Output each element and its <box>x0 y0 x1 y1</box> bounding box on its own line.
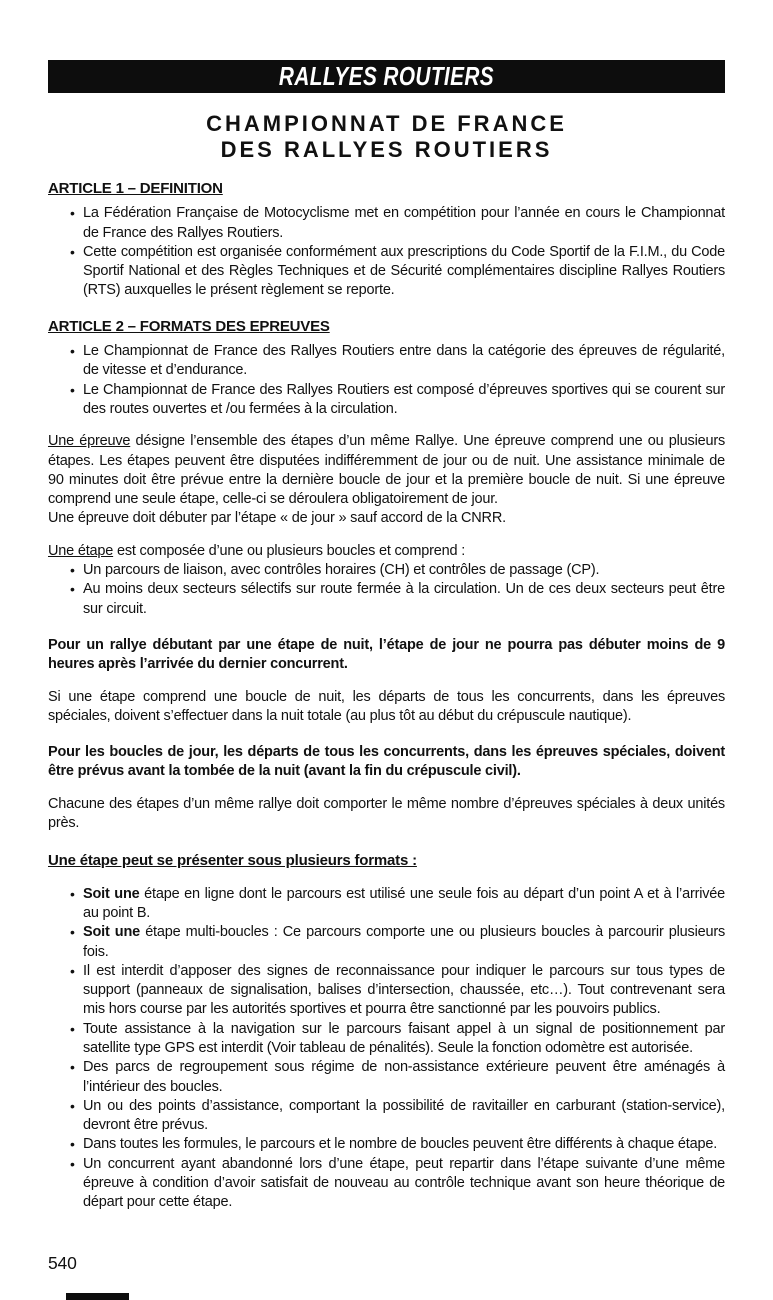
bullet-icon: • <box>70 1097 75 1114</box>
list-item-text <box>83 1097 725 1136</box>
list-item <box>70 962 725 1020</box>
list-item-text <box>83 962 725 1020</box>
text-run: Des parcs de regroupement sous régime de non-assistance extérieure peuvent être aménagés à l’intérieur des boucles. <box>83 1059 725 1095</box>
bullet-icon: • <box>70 562 75 579</box>
text-run: Une étape <box>48 542 114 559</box>
text-run: Une épreuve <box>48 433 131 450</box>
list-item <box>70 243 725 301</box>
text-run: Une épreuve doit débuter par l’étape « de jour » sauf accord de la CNRR. <box>48 510 506 527</box>
text-run: Le Championnat de France des Rallyes Routiers est composé d’épreuves sportives qui se courent sur des routes ouvertes et /ou fermées à la circulation. <box>83 381 725 417</box>
text-run: Au moins deux secteurs sélectifs sur route fermée à la circulation. Un de ces deux secteurs peut être sur circuit. <box>83 581 725 617</box>
paragraph <box>48 688 725 727</box>
list-item <box>70 342 725 381</box>
bullet-icon: • <box>70 885 75 902</box>
text-run: étape multi-boucles : Ce parcours comporte une ou plusieurs boucles à parcourir plusieurs fois. <box>83 924 726 960</box>
text-run: Il est interdit d’apposer des signes de reconnaissance pour indiquer le parcours sur tous types de support (panneaux de signalisation, balises d’intersection, chaussée, etc…). Tout contrevenant sera mis hors course par les autorités sportives et pourra être sanctionné par les pouvoirs publics. <box>83 962 725 1018</box>
section-heading: ARTICLE 1 – DEFINITION <box>48 180 223 197</box>
list-item-text <box>83 342 725 381</box>
list-item <box>70 1020 725 1059</box>
text-run: étape en ligne dont le parcours est utilisé une seule fois au départ d’un point A et à l’arrivée au point B. <box>83 885 725 921</box>
bullet-icon: • <box>70 924 75 941</box>
list-item-text <box>83 1020 725 1059</box>
bullet-icon: • <box>70 381 75 398</box>
list-item <box>70 885 725 924</box>
bullet-icon: • <box>70 1020 75 1037</box>
list-item <box>70 1135 725 1154</box>
bullet-list <box>48 561 725 619</box>
section-heading: ARTICLE 2 – FORMATS DES EPREUVES <box>48 317 330 335</box>
bullet-icon: • <box>70 243 75 260</box>
text-run: Dans toutes les formules, le parcours et le nombre de boucles peuvent être différents à chaque étape. <box>83 1136 718 1153</box>
text-run: Un ou des points d’assistance, comportant la possibilité de ravitailler en carburant (station-service), devront être prévus. <box>83 1097 725 1134</box>
list-item <box>70 1155 725 1213</box>
bullet-list <box>48 342 725 419</box>
list-item <box>70 204 725 243</box>
banner-title: RALLYES ROUTIERS <box>278 60 495 91</box>
bullet-icon: • <box>70 1155 75 1172</box>
list-item-text <box>83 561 725 580</box>
text-run: Chacune des étapes d’un même rallye doit comporter le même nombre d’épreuves spéciales à deux unités près. <box>48 795 725 832</box>
text-run: Pour les boucles de jour, les départs de tous les concurrents, dans les épreuves spéciales, doivent être prévus avant la tombée de la nuit (avant la fin du crépuscule civil). <box>48 744 725 780</box>
text-run: La Fédération Française de Motocyclisme met en compétition pour l’année en cours le Championnat de France des Rallyes Routiers. <box>83 205 725 241</box>
text-run: Cette compétition est organisée conformément aux prescriptions du Code Sportif de la F.I.M., du Code Sportif National et des Règles Techniques et de Sécurité complémentaires discipline Rallyes Routiers (RTS) auxquelles le présent règlement se reporte. <box>83 243 725 299</box>
list-item-text <box>83 1155 725 1213</box>
document-body <box>48 179 725 1213</box>
list-item <box>70 381 725 420</box>
page-number: 540 <box>48 1253 77 1273</box>
list-item <box>70 580 725 619</box>
section-heading: Une étape peut se présenter sous plusieurs formats : <box>48 852 417 870</box>
list-item-text <box>83 580 725 619</box>
list-item <box>70 923 725 962</box>
paragraph <box>48 432 725 528</box>
banner <box>48 60 725 93</box>
list-item-text <box>83 243 725 301</box>
text-run: Toute assistance à la navigation sur le parcours faisant appel à un signal de positionnement par satellite type GPS est interdit (Voir tableau de pénalités). Seule la fonction odomètre est autorisée. <box>83 1020 725 1056</box>
bullet-icon: • <box>70 1136 75 1153</box>
list-item-text <box>83 381 725 420</box>
text-run: Le Championnat de France des Rallyes Routiers entre dans la catégorie des épreuves de régularité, de vitesse et d’endurance. <box>83 343 725 379</box>
bullet-icon: • <box>70 581 75 598</box>
list-item-text <box>83 204 725 243</box>
list-item <box>70 1097 725 1136</box>
bullet-icon: • <box>70 343 75 360</box>
list-item <box>70 561 725 580</box>
paragraph <box>48 743 725 782</box>
text-run: Un parcours de liaison, avec contrôles horaires (CH) et contrôles de passage (CP). <box>83 562 600 579</box>
title-line-1: CHAMPIONNAT DE FRANCE <box>206 111 567 136</box>
text-run: Un concurrent ayant abandonné lors d’une étape, peut repartir dans l’étape suivante d’une même épreuve à condition d’avoir satisfait de nouveau au contrôle technique avant son heure théorique de départ pour cette étape. <box>83 1155 725 1211</box>
text-run: Soit une <box>83 885 140 902</box>
page-title <box>0 111 773 163</box>
bullet-icon: • <box>70 962 75 979</box>
title-line-2: DES RALLYES ROUTIERS <box>220 137 553 162</box>
list-item-text <box>83 1135 725 1154</box>
bullet-icon: • <box>70 205 75 222</box>
paragraph <box>48 542 725 561</box>
next-page-corner-mark <box>66 1293 129 1300</box>
text-run: désigne l’ensemble des étapes d’un même Rallye. Une épreuve comprend une ou plusieurs étapes. Les étapes peuvent être disputées indifféremment de jour ou de nuit. Une assistance minimale de 90 minutes doit être prévue entre la dernière boucle de jour et la première boucle de nuit. Si une épreuve comprend une seule étape, celle-ci se déroulera obligatoirement de jour. <box>48 433 725 508</box>
text-run: Si une étape comprend une boucle de nuit, les départs de tous les concurrents, dans les épreuves spéciales, doivent s’effectuer dans la nuit totale (au plus tôt au début du crépuscule nautique). <box>48 688 725 724</box>
bullet-list <box>48 885 725 1213</box>
text-run: Soit une <box>83 924 140 941</box>
bullet-icon: • <box>70 1059 75 1076</box>
list-item <box>70 1058 725 1097</box>
list-item-text <box>83 885 725 924</box>
list-item-text <box>83 1058 725 1097</box>
paragraph <box>48 795 725 834</box>
list-item-text <box>83 923 725 962</box>
text-run: est composée d’une ou plusieurs boucles et comprend : <box>113 542 466 559</box>
text-run: Pour un rallye débutant par une étape de nuit, l’étape de jour ne pourra pas débuter moins de 9 heures après l’arrivée du dernier concurrent. <box>48 636 725 673</box>
bullet-list <box>48 204 725 300</box>
paragraph <box>48 636 725 675</box>
